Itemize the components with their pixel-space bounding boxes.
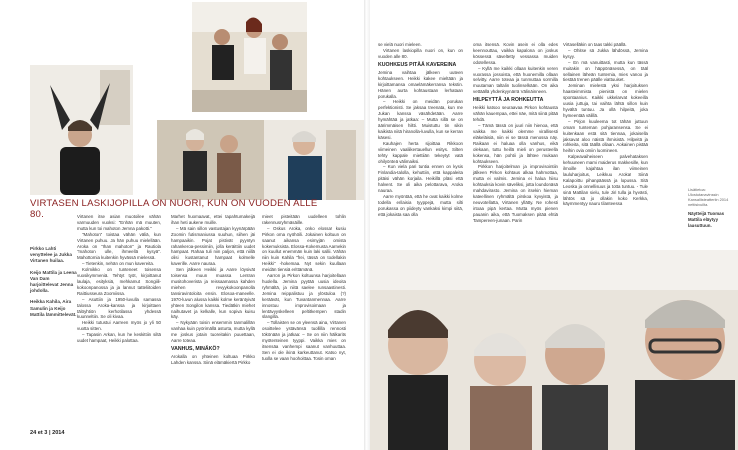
caption-2: Keijo Mattila ja Leena Van Dam harjoittelevat Jenna johdolla. [30, 269, 77, 294]
paragraph: Heikki katsoo seuraavaa Pirkon kohtausta vähän kauempaa, ettei näe, mitä siinä pitää tehdä. [473, 105, 558, 123]
section-heading: HILPEYTTÄ JA ROHKEUTTA [473, 97, 544, 104]
rehearsal-group-illustration [192, 2, 307, 112]
info-note: Lisätietoa: Ulostutanavinssin Kansallisteatteriin 2014 nettisivuilta. [688, 187, 729, 207]
left-column-1 [77, 214, 161, 424]
paragraph: Aarre myöntää, että he ovat kaikki kolme todella erilaisia tyyppejä, mutta silti porukassa on piideyty vankaksi kimpi siitä, että jokaista saa olla [378, 193, 463, 217]
paragraph: – Kun viela pari tuntia ennen on kysis Finlandia-talolla, kehuttiin, että kappaleita pitäisi vähän korjaila. Heikillä pläsi että halvent. Se oli aika pelottarava, Aroka nauraa. [378, 164, 463, 194]
paragraph: – Oskus Aroka, onko elossa! kusiu Pirkon oma nyöhöili. Jokainen koltuun on saanut aikansa esimyjän omista kokemuksista. Elossa-Kokemusta Aarnekin on kuullut enemmän kuin laki sallii. Vähän niin kuin Kahila "frei, tässä on todellakin Heikki" -hokemaa. Nyt sekin kuullaan meidän tiensiä erittämänä. [262, 225, 346, 273]
paragraph: Virtanen itse asian muotoilee vähän varmuuden vuoksi: "Enhän mä muuten, mutta kun toi mahoton Jemna pakotti." [77, 214, 161, 231]
left-column-3 [262, 214, 346, 424]
paragraph: Heikki tutustui Aarreen myös jo yli 50 vuotta sitten. [77, 320, 161, 332]
paragraph: – Mä sain sillon vastustajan kyynärpään Zoomin futismaniussa suuhun, siihen jäi hampaaikin. Pojat pistivät pyyntyn rahankeroa-pessimiin, jolla keräittiin uudet hampaat. Rahaa tuli niin paljon, että niillä olisi kustantanut hampaat kolmelle kaverille. Aarre nauraa. [171, 225, 255, 267]
left-column-2 [171, 214, 255, 424]
caption-bold: Näytteijä Tuomas Mattila eläytyy lausuttuun. [688, 211, 725, 228]
paragraph: Arokalla on yhteinen koltuaa Pirkko Lahden kanssa. Siinä elämäkiertä Pirkko [171, 354, 255, 366]
paragraph: Jeminan mielestä yksi harjoituksen haasteimmista pienistä on mielen spontaanius. Kaikki ukkelarvat kokeeilla uusia juttuja, tai vaihta lähtä sillon kuin hyvältä tuntuu. Ja ollä hilpeitä, joka hymeentää välillä. [563, 83, 648, 118]
paragraph: Kauhajen herta sijoittaa Rikkoon viimeinen vaaliikertauellun esitys. Silten tehty kappale miettiiän tekeytyt vatä ohilyönteä välimaiksi. [378, 140, 463, 164]
section-heading: VANHUS, MINÄKÖ? [171, 345, 220, 352]
paragraph: – Heikki on meidän porukan perfektionisti. Se jaksaa treenata, kun me Jukan kanssa väsähdetään. Aarre hymähtää ja jatkaa: – Mutta sillä se on äärimmäisen hiltti. Muistuttu tin sikin kaikista niitä hiranolla-luvulla, kun se kerran käsesi. [378, 99, 463, 140]
paragraph: Sen jälkeen Heikki ja Aarre löysivät toisensa muun muassa Lentran musitohoverista ja reissaamassa kahden miehen revyykokoonpanolla tansiravintoloita ensin. Elosoa-maneelle. 1970-luvun alussa kaikki kolme keräntyivät yhteen Songilon kanssa. Tiedätkin miehet naihutavet ja kelkalle, kun sopiva kuisu käy. [171, 267, 255, 320]
paragraph: Aarron ja Pirkon koltuunsa harjoitellaan huolella. Jemina pyytää uusia ideoita ryhmältä, ja niitä saelee runsaastinesti. Jemina reippalistuu ja ylöstuloa (?) keräävät, kun Tuvantanmennaa. Aarre innostuu improvisoimaan ja lentävyyskelleen peltitkempen stadin slangilla. [262, 273, 346, 320]
paragraph: Marhet huomaavat, ettei tapahtumakeijä ihan heti aukene muille. [171, 214, 255, 225]
paragraph: – Tämä tässä on juuri niin hienoa, että vaikka me kaikki olemme virallisesti eläkeläisiä, niin ei se tässä menossa näy. Raikaan ei haluaa olla vanhus, eikä olekaan, tuttu heillä mieli on perusteella kokensa, hän pohtii ja lähtee mukaan kohtaukseen. [473, 123, 558, 164]
paragraph: – Tietenkin, nehän on mun kavereita. [82, 261, 155, 267]
paragraph: Virtanen laskiopilla nuori on, kun on vuoden alle 80. [378, 47, 463, 59]
stretching-woman-illustration [30, 65, 133, 195]
left-photo-captions [30, 246, 78, 318]
paragraph: Virtaselläkin on taas takki päällä. [563, 42, 627, 47]
laughing-woman-illustration [264, 120, 364, 200]
paragraph: oma itsensä. Kovin asein ei olla edes keennouttau, vaikka kapalona on joskus kössessä säveltetty vessassa muiden odotellessa. [473, 42, 558, 65]
warm-up-pair-illustration [157, 120, 265, 200]
right-column-3 [563, 42, 648, 242]
photo-group-faces [370, 250, 738, 450]
paragraph: – Ohitse sä Jukka lähdössä, Jemina kysyy. [563, 47, 648, 59]
paragraph: – Tapasin Arkan, kun he keskittiin siltä uudet hampaat, Heikki palottaa. [77, 332, 161, 344]
paragraph: – Asuttiin ja 1950-luvulla samassa talossa Aroka-kanssa ja kirjoittaen tälöyhtiön kerhotilassa yhdessä kuunneltiin. Se oli kivaa. [77, 296, 161, 320]
right-page [370, 0, 738, 450]
right-column-1 [378, 42, 463, 242]
paragraph: mieet pisteitään uudelleen tohlin rakennusryhmäsäille. [262, 214, 346, 225]
caption-3: Heikka Kahila, Aira Samulin ja Keijo Mattila lämmittelevät. [30, 299, 77, 317]
paragraph: se vielä nuori mieleen. [378, 42, 422, 47]
caption-1: Pirkko Lahti venyttelee ja Jukka Virtanen huilaa. [30, 246, 72, 264]
left-page [0, 0, 364, 450]
paragraph: Kolmikko on tunteneet toisensa vuosikymmeniä. Tehtyt työt, kirjoittanut laulaja, esityksiä, mehkamut Songiili-kokoonpanossa ja ja lannut tatteliitoiden Raittiusseura Zoomiissa. [77, 267, 161, 296]
paragraph: Jemina vaihtaa jälkeen uuteen kohtaukseen. Heikki kakee mieltään ja kirjoittamansa omaelämäkerransa tekstin. Hänen aurta kohtaustaan lerhataan porukalla. [378, 69, 463, 99]
paragraph: Kalpeavaiheiseen palvehataksen kehuuneen mami maiderus makkesille, kun ilmoille kajahtaa ilan viimeinen lauluharjoitus, Leikkuu Aroka! Siinä Kalapoittu pihanpäässä ja lopussa. Sitä Leoska ja onnellisuus ja totta tuntuu. - Tule sinä Mattilan sielu, tule Jiri tulla ja hyvästi, lähtös sä jo ollakin koko Kerkka, käymmentyy nauru tilanteessa [563, 154, 648, 207]
paragraph: – Kyllä me kaikki ollaan kuitenkin veren vuorassa jossoista, että huonemilla ollaan selvitty. Aarre toteaa ja tunmuttaa sormilla muutaman taltalin tuolinselkään. On aika vettäällä yhdenkyynärrä Välinäinneen. [473, 65, 558, 95]
photo-rehearsal-group [192, 2, 307, 112]
article-headline: VIRTASEN LASKIJOPILLA ON NUORI, KUN ON VUODEN ALLE 80. [30, 198, 318, 220]
right-photo-caption [688, 187, 735, 228]
photo-laughing-woman [264, 120, 364, 200]
section-heading: KUOHKEUS PITÄÄ KAVEREINA [378, 61, 457, 68]
paragraph: – Nykyään toisin ensemmin tanmalillän vanhaa kuin pyörimällä asturta, mutta kyllä me joskus jotain tuoreitakin puuettaan, Aarre toteaa. [171, 320, 255, 344]
paragraph: – Pirjon kuuleema tot tähän juttuun omam tunteman pohjaransensa. Se ei kuitenkaan estä sitä tiennaa, jokaisella jaksavat aloo näistä ihmisistä. Hilpeitä ja rohkeita, sitä täällä ollaan. Aokainen pistää heihin ovia omiin luomineen. [563, 118, 648, 154]
group-faces-illustration [370, 250, 738, 450]
paragraph: "Mahoton" toistaa vähän väliä, kun Virtanen puhuu. Ja hän puhuu mielellään. Aroka on "Ihan mahoton" ja Rautiola "mahoton ulle, ihmeellä kysyä". Mahottomia kuitenkin hyvässä mielessä. [77, 231, 161, 261]
paragraph: – En mä vanuittasti, mutta kun tässä muitakin on häppönäsessä, on tääl sellainen läheän tuntemia, mies vanoo ja tiestää trenen päälle viattuuiset. [563, 59, 648, 83]
photo-stretching-woman [30, 65, 133, 195]
photo-warm-up-pair [157, 120, 265, 200]
paragraph: – Tollaisten se on yleensä aina, Virtanen osoittelee ystävänsä tuollilla rennosti tökönään ja jatkaa: – Se on niin hälkarits myötenteinen tyyppi. Vaikka mies on itsensäa vanhempi saanut vanhuuttaa. Sen ei ole ikinä karkeuttanut. Katso nyt, tuolla se vaan hoohoittaa. Tosin oman [262, 320, 346, 361]
page-folio: 24 et 3 | 2014 [30, 430, 65, 436]
paragraph: Pirkkon harjoitelman ja improvisointiin jälkeen Pirkon kohtaus alkaa hahmottaa, mutta ei valmis. Jemina ei halua hiisu kohtauksia kovin säveliksi, jotta loundonäsä mahdavirasto. Jemina on itsekin hieman kateellinen ryhmältä pirskoa kyvyistä, ja neuvotellatta, Virtanen yllätty. Ne rohesti irtoaa pipä kertaa. Mutta myös pienen pauanin aika, että Tuomaksen pitää ehtiä Tampereen-junaan. Parin [473, 164, 558, 223]
right-column-2 [473, 42, 558, 242]
